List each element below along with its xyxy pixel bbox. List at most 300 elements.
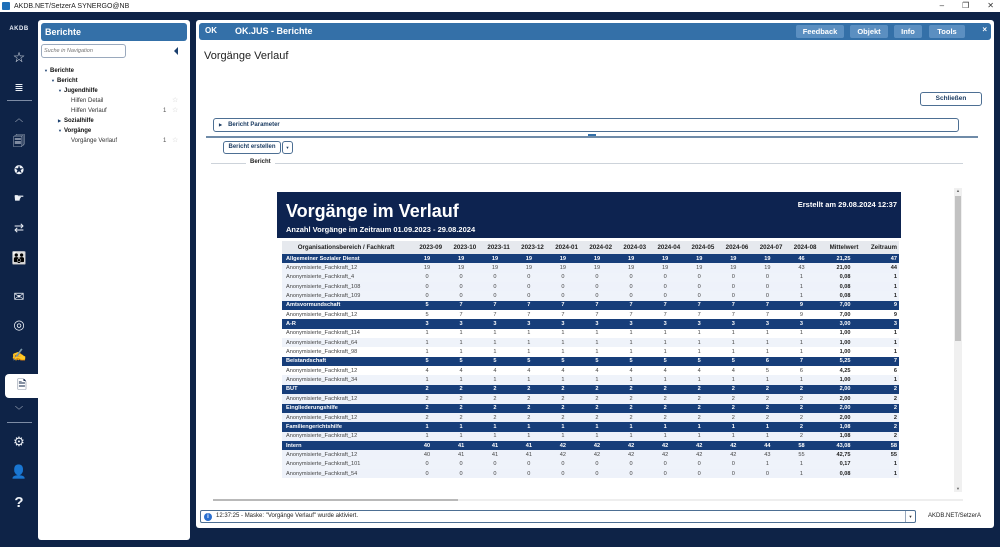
people-exchange-icon[interactable]: ⇄ — [13, 221, 25, 235]
cell-value: 1 — [682, 432, 716, 441]
cell-value: 0 — [512, 273, 546, 282]
cell-value: 0,08 — [819, 291, 861, 300]
scrollbar-thumb[interactable] — [955, 196, 961, 341]
status-dropdown-icon[interactable]: ▼ — [905, 511, 915, 522]
nav-tree — [44, 66, 184, 146]
cell-value: 1 — [478, 375, 512, 384]
cell-value: 0 — [580, 460, 614, 469]
cell-value: 2,00 — [819, 413, 861, 422]
cell-value: 2 — [784, 422, 818, 431]
cell-value: 0 — [478, 469, 512, 478]
cell-value: 42 — [614, 450, 648, 459]
cell-value: 7 — [750, 310, 784, 319]
os-title-bar — [0, 0, 1000, 12]
cell-value: 41 — [444, 450, 478, 459]
cell-value: 0 — [716, 460, 750, 469]
cell-value: 1 — [444, 375, 478, 384]
row-label: Anonymisierte_Fachkraft_34 — [282, 375, 410, 384]
table-row — [282, 394, 899, 403]
cell-value: 0 — [750, 469, 784, 478]
report-group-divider — [211, 163, 963, 164]
cell-value: 2 — [716, 385, 750, 394]
cell-value: 7 — [512, 310, 546, 319]
cell-value: 0 — [546, 273, 580, 282]
cell-value: 40 — [410, 450, 444, 459]
cell-value: 41 — [444, 441, 478, 450]
column-header: Organisationsbereich / Fachkraft — [282, 241, 410, 254]
cell-value: 0 — [444, 460, 478, 469]
gears-icon[interactable]: ⚙ — [13, 434, 25, 449]
close-button[interactable]: Schließen — [920, 92, 982, 106]
cell-value: 42 — [648, 450, 682, 459]
expanded-triangle-icon[interactable]: ▼ — [58, 88, 62, 93]
cell-value: 0 — [580, 273, 614, 282]
horizontal-scrollbar-thumb[interactable] — [213, 499, 458, 501]
collapse-up-icon[interactable]: ︿ — [15, 113, 23, 123]
cell-value: 7 — [546, 310, 580, 319]
cell-value: 0 — [682, 291, 716, 300]
ok-logo: OK — [205, 26, 217, 35]
favorite-star-icon[interactable]: ☆ — [172, 107, 179, 114]
nav-title: Berichte — [41, 23, 187, 41]
cell-value: 1 — [784, 469, 818, 478]
cell-value: 7 — [682, 301, 716, 310]
scroll-down-icon[interactable]: ▼ — [956, 486, 960, 491]
cell-value: 0 — [444, 282, 478, 291]
cell-value: 1 — [860, 347, 899, 356]
cell-value: 21,00 — [819, 263, 861, 272]
navigation-panel — [38, 20, 190, 540]
cell-value: 3,00 — [819, 319, 861, 328]
hand-search-icon[interactable]: ☛ — [13, 191, 25, 205]
report-vertical-scrollbar[interactable] — [954, 188, 962, 492]
cell-value: 1 — [784, 460, 818, 469]
cell-value: 0 — [444, 469, 478, 478]
cell-value: 7 — [682, 310, 716, 319]
cell-value: 40 — [410, 441, 444, 450]
cell-value: 2 — [750, 385, 784, 394]
main-header — [199, 23, 991, 40]
cell-value: 42 — [546, 450, 580, 459]
cell-value: 1 — [444, 422, 478, 431]
cell-value: 1 — [580, 432, 614, 441]
cell-value: 2 — [682, 394, 716, 403]
cell-value: 7 — [750, 301, 784, 310]
cell-value: 2 — [682, 385, 716, 394]
cell-value: 1 — [750, 422, 784, 431]
report-view — [277, 192, 901, 497]
cell-value: 1 — [648, 329, 682, 338]
cell-value: 2 — [860, 413, 899, 422]
nav-tree-item-label: Hilfen Verlauf — [71, 108, 107, 114]
report-gear-icon[interactable]: 🗎 — [5, 374, 39, 398]
row-label: A-R — [282, 319, 410, 328]
window-close-icon[interactable]: ✕ — [987, 1, 994, 10]
cell-value: 0 — [716, 282, 750, 291]
nav-tree-item[interactable] — [44, 116, 184, 126]
family-icon[interactable]: 👪 — [11, 251, 27, 265]
cell-value: 0 — [410, 469, 444, 478]
maximize-icon[interactable]: ❐ — [962, 1, 970, 10]
cell-value: 0 — [478, 291, 512, 300]
nav-search-input[interactable] — [41, 44, 126, 58]
cell-value: 1,00 — [819, 338, 861, 347]
cell-value: 1 — [716, 422, 750, 431]
cell-value: 5 — [716, 357, 750, 366]
row-label: Beistandschaft — [282, 357, 410, 366]
cell-value: 19 — [750, 263, 784, 272]
cell-value: 0 — [648, 469, 682, 478]
row-label: Anonymisierte_Fachkraft_109 — [282, 291, 410, 300]
nav-tree-item[interactable] — [44, 106, 184, 116]
cell-value: 1 — [410, 422, 444, 431]
nav-tree-item-label: Vorgänge Verlauf — [71, 138, 118, 144]
cell-value: 0 — [614, 282, 648, 291]
cell-value: 19 — [614, 263, 648, 272]
cell-value: 4 — [444, 366, 478, 375]
cell-value: 1 — [648, 432, 682, 441]
column-header: 2024-05 — [682, 241, 716, 254]
cell-value: 2 — [546, 413, 580, 422]
scroll-up-icon[interactable]: ▲ — [956, 188, 960, 193]
group-row — [282, 404, 899, 413]
report-search-icon[interactable]: 🗐 — [13, 133, 25, 148]
row-label: Anonymisierte_Fachkraft_12 — [282, 432, 410, 441]
expanded-triangle-icon[interactable]: ▼ — [58, 128, 62, 133]
cell-value: 0 — [682, 460, 716, 469]
nav-tree-item[interactable] — [44, 136, 184, 146]
cell-value: 4 — [478, 366, 512, 375]
cell-value: 1 — [750, 329, 784, 338]
cell-value: 19 — [580, 254, 614, 263]
objekt-button[interactable]: Objekt — [850, 25, 888, 38]
report-parameter-expander[interactable] — [213, 118, 959, 132]
cell-value: 19 — [546, 254, 580, 263]
row-label: Anonymisierte_Fachkraft_12 — [282, 394, 410, 403]
group-row — [282, 422, 899, 431]
cell-value: 2 — [580, 413, 614, 422]
cell-value: 1 — [478, 347, 512, 356]
cell-value: 9 — [860, 301, 899, 310]
row-label: Amtsvormundschaft — [282, 301, 410, 310]
cell-value: 5 — [410, 357, 444, 366]
cell-value: 0 — [682, 469, 716, 478]
cell-value: 1 — [512, 375, 546, 384]
cell-value: 0 — [580, 282, 614, 291]
help-icon[interactable]: ? — [14, 493, 24, 511]
cell-value: 42 — [546, 441, 580, 450]
cell-value: 5 — [410, 310, 444, 319]
cell-value: 3 — [546, 319, 580, 328]
cell-value: 19 — [750, 254, 784, 263]
collapsed-triangle-icon[interactable]: ▶ — [58, 118, 62, 123]
cell-value: 19 — [614, 254, 648, 263]
cell-value: 2 — [614, 413, 648, 422]
row-label: Intern — [282, 441, 410, 450]
cell-value: 1 — [860, 291, 899, 300]
nav-tree-item[interactable] — [44, 66, 184, 76]
cell-value: 1 — [860, 469, 899, 478]
cell-value: 2,00 — [819, 404, 861, 413]
favorite-star-icon[interactable]: ☆ — [172, 97, 179, 104]
report-parameter-label: Bericht Parameter — [228, 122, 280, 128]
cell-value: 0 — [546, 291, 580, 300]
cell-value: 1 — [648, 375, 682, 384]
cell-value: 21,25 — [819, 254, 861, 263]
cell-value: 0 — [648, 460, 682, 469]
cell-value: 2 — [410, 385, 444, 394]
cell-value: 0 — [614, 460, 648, 469]
cell-value: 1 — [648, 338, 682, 347]
cell-value: 6 — [750, 357, 784, 366]
cell-value: 42,75 — [819, 450, 861, 459]
cell-value: 1,00 — [819, 329, 861, 338]
cell-value: 1 — [716, 432, 750, 441]
cell-value: 43 — [750, 450, 784, 459]
cell-value: 2 — [648, 404, 682, 413]
report-table — [282, 241, 899, 478]
cell-value: 4 — [614, 366, 648, 375]
cell-value: 2 — [546, 385, 580, 394]
cell-value: 7,00 — [819, 301, 861, 310]
cell-value: 1 — [512, 432, 546, 441]
column-header: 2023-11 — [478, 241, 512, 254]
cell-value: 3 — [512, 319, 546, 328]
create-report-button[interactable]: Bericht erstellen — [223, 141, 281, 154]
cell-value: 0 — [512, 291, 546, 300]
cell-value: 7 — [648, 301, 682, 310]
cell-value: 43,08 — [819, 441, 861, 450]
cell-value: 2 — [478, 413, 512, 422]
cell-value: 4 — [410, 366, 444, 375]
cell-value: 1 — [682, 347, 716, 356]
cell-value: 1 — [750, 375, 784, 384]
table-row — [282, 469, 899, 478]
cell-value: 0,17 — [819, 460, 861, 469]
list-icon[interactable]: ≣ — [14, 81, 24, 94]
tools-button[interactable]: Tools — [929, 25, 965, 38]
table-row — [282, 413, 899, 422]
cell-value: 42 — [580, 450, 614, 459]
cell-value: 1 — [716, 338, 750, 347]
expanded-triangle-icon[interactable]: ▼ — [44, 68, 48, 73]
nav-tree-item-label: Hilfen Detail — [71, 98, 104, 104]
cell-value: 2 — [478, 394, 512, 403]
report-created: Erstellt am 29.08.2024 12:37 — [797, 200, 897, 209]
cell-value: 1 — [750, 338, 784, 347]
table-row — [282, 273, 899, 282]
award-icon[interactable]: ✪ — [13, 163, 25, 177]
cell-value: 3 — [716, 319, 750, 328]
cell-value: 42 — [580, 441, 614, 450]
report-group-label: Bericht — [246, 159, 275, 165]
cell-value: 2 — [860, 404, 899, 413]
cell-value: 1,08 — [819, 422, 861, 431]
cell-value: 0 — [546, 460, 580, 469]
cell-value: 2 — [648, 385, 682, 394]
cell-value: 42 — [716, 450, 750, 459]
cell-value: 1 — [580, 375, 614, 384]
person-sign-icon[interactable]: ✍ — [11, 348, 27, 362]
cell-value: 0 — [580, 469, 614, 478]
cell-value: 0 — [648, 282, 682, 291]
cell-value: 0 — [614, 291, 648, 300]
mail-icon[interactable]: ✉ — [13, 289, 25, 304]
status-bar[interactable] — [200, 510, 916, 523]
star-icon[interactable]: ☆ — [12, 48, 26, 65]
cell-value: 0 — [444, 273, 478, 282]
user-icon[interactable]: 👤 — [10, 464, 28, 479]
table-row — [282, 310, 899, 319]
cell-value: 1 — [648, 422, 682, 431]
row-label: BUT — [282, 385, 410, 394]
cell-value: 0,08 — [819, 282, 861, 291]
favorite-star-icon[interactable]: ☆ — [172, 137, 179, 144]
cell-value: 4 — [580, 366, 614, 375]
row-label: Anonymisierte_Fachkraft_12 — [282, 366, 410, 375]
cell-value: 2 — [614, 385, 648, 394]
nav-tree-item[interactable] — [44, 96, 184, 106]
report-title: Vorgänge im Verlauf — [286, 201, 459, 221]
cell-value: 41 — [512, 441, 546, 450]
cell-value: 7 — [546, 301, 580, 310]
cell-value: 7 — [580, 310, 614, 319]
column-header: 2024-04 — [648, 241, 682, 254]
table-row — [282, 347, 899, 356]
cell-value: 44 — [750, 441, 784, 450]
column-header: Zeitraum — [860, 241, 899, 254]
cell-value: 7 — [444, 301, 478, 310]
cell-value: 5 — [546, 357, 580, 366]
cell-value: 44 — [860, 263, 899, 272]
cell-value: 4,25 — [819, 366, 861, 375]
cell-value: 0,08 — [819, 273, 861, 282]
cell-value: 1 — [860, 329, 899, 338]
page-title: Vorgänge Verlauf — [204, 50, 289, 62]
cell-value: 1 — [410, 432, 444, 441]
cell-value: 1 — [546, 338, 580, 347]
cell-value: 19 — [716, 263, 750, 272]
cell-value: 3 — [614, 319, 648, 328]
cell-value: 46 — [784, 254, 818, 263]
app-title: OK.JUS - Berichte — [235, 26, 313, 36]
cell-value: 2 — [444, 413, 478, 422]
cell-value: 0 — [614, 469, 648, 478]
cell-value: 7 — [444, 310, 478, 319]
cell-value: 1 — [444, 329, 478, 338]
group-row — [282, 441, 899, 450]
cell-value: 47 — [860, 254, 899, 263]
cell-value: 1 — [614, 347, 648, 356]
cell-value: 0 — [478, 273, 512, 282]
cell-value: 2 — [784, 404, 818, 413]
nav-tree-item[interactable] — [44, 76, 184, 86]
cell-value: 0 — [410, 273, 444, 282]
cell-value: 2 — [410, 404, 444, 413]
cell-value: 55 — [784, 450, 818, 459]
cell-value: 1,08 — [819, 432, 861, 441]
cell-value: 1 — [614, 338, 648, 347]
cell-value: 5 — [614, 357, 648, 366]
cell-value: 1 — [546, 432, 580, 441]
splitter-grip[interactable] — [588, 134, 596, 136]
cell-value: 5 — [444, 357, 478, 366]
cell-value: 7 — [614, 310, 648, 319]
collapse-nav-icon[interactable] — [174, 47, 178, 55]
group-row — [282, 319, 899, 328]
cell-value: 2 — [784, 385, 818, 394]
cell-value: 2 — [682, 404, 716, 413]
cell-value: 0 — [648, 291, 682, 300]
cell-value: 19 — [478, 254, 512, 263]
column-header: 2024-08 — [784, 241, 818, 254]
group-row — [282, 385, 899, 394]
nav-tree-item[interactable] — [44, 86, 184, 96]
cell-value: 42 — [682, 450, 716, 459]
cell-value: 1 — [716, 329, 750, 338]
expanded-triangle-icon[interactable]: ▼ — [51, 78, 55, 83]
nav-tree-item[interactable] — [44, 126, 184, 136]
cell-value: 1 — [546, 347, 580, 356]
cell-value: 2 — [716, 404, 750, 413]
expand-down-icon[interactable]: ﹀ — [15, 405, 23, 415]
user-label: AKDB.NET/SetzerA — [928, 513, 982, 519]
icon-rail — [0, 12, 38, 547]
column-header: 2024-07 — [750, 241, 784, 254]
cell-value: 1 — [860, 338, 899, 347]
cell-value: 0 — [546, 469, 580, 478]
minimize-icon[interactable]: – — [939, 1, 945, 10]
report-horizontal-scrollbar[interactable] — [213, 499, 963, 501]
cell-value: 3 — [750, 319, 784, 328]
cell-value: 6 — [784, 366, 818, 375]
target-icon[interactable]: ◎ — [13, 317, 25, 332]
row-label: Anonymisierte_Fachkraft_108 — [282, 282, 410, 291]
cell-value: 1 — [716, 347, 750, 356]
table-row — [282, 291, 899, 300]
cell-value: 42 — [614, 441, 648, 450]
cell-value: 2 — [580, 404, 614, 413]
cell-value: 1 — [512, 422, 546, 431]
feedback-button[interactable]: Feedback — [796, 25, 844, 38]
cell-value: 2 — [648, 413, 682, 422]
cell-value: 3 — [784, 319, 818, 328]
cell-value: 1 — [478, 329, 512, 338]
cell-value: 5 — [580, 357, 614, 366]
table-row — [282, 366, 899, 375]
cell-value: 0 — [512, 460, 546, 469]
cell-value: 7 — [478, 310, 512, 319]
nav-tree-item-count: 1 — [163, 138, 167, 144]
row-label: Anonymisierte_Fachkraft_114 — [282, 329, 410, 338]
cell-value: 0 — [750, 291, 784, 300]
app-icon — [2, 2, 10, 10]
info-icon: i — [204, 513, 212, 521]
cell-value: 9 — [784, 301, 818, 310]
panel-close-icon[interactable]: × — [982, 25, 987, 34]
cell-value: 2 — [444, 385, 478, 394]
info-button[interactable]: Info — [894, 25, 922, 38]
cell-value: 41 — [478, 441, 512, 450]
cell-value: 2 — [512, 394, 546, 403]
create-report-dropdown[interactable]: ▼ — [282, 141, 293, 154]
column-header: 2024-01 — [546, 241, 580, 254]
main-panel — [196, 20, 994, 528]
splitter[interactable] — [206, 136, 978, 138]
nav-tree-item-label: Berichte — [50, 68, 75, 74]
cell-value: 1,00 — [819, 375, 861, 384]
cell-value: 7,00 — [819, 310, 861, 319]
